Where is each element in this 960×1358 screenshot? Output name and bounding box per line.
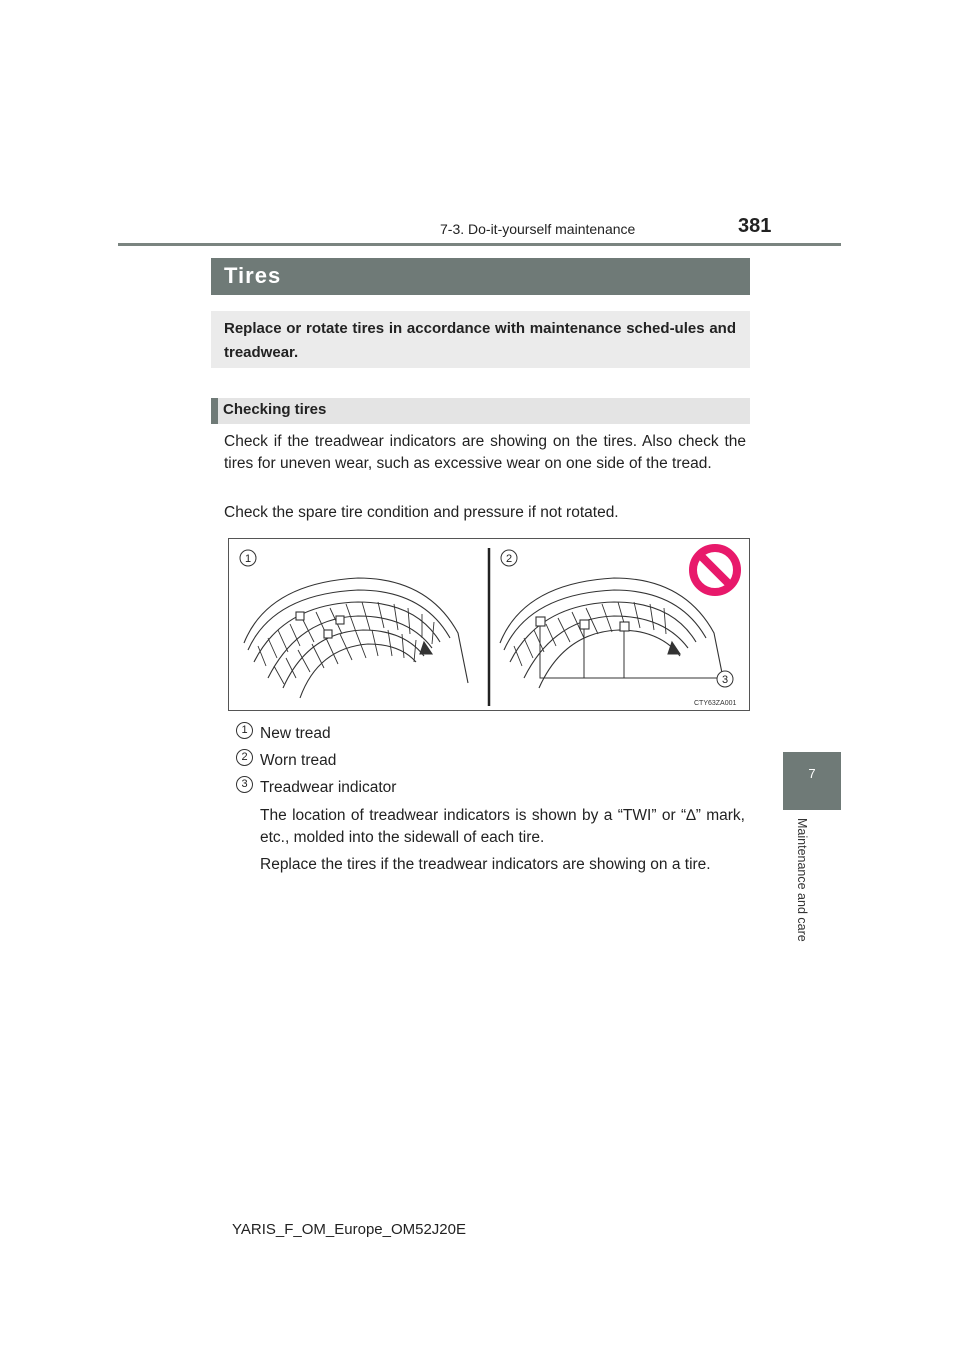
svg-text:2: 2 (505, 553, 513, 565)
footer-code: YARIS_F_OM_Europe_OM52J20E (232, 1221, 467, 1238)
paragraph: Check if the treadwear indicators are showing on the tires. Also check the tires for uneven wear, such as excessive wear on one side of the tread. (224, 433, 746, 472)
note: Replace the tires if the treadwear indicators are showing on a tire. (260, 856, 711, 873)
page-title: Tires (224, 263, 282, 288)
figure-code: CTY63ZA001 (694, 700, 737, 707)
tire-tread-illustration (228, 538, 750, 711)
intro-text: Replace or rotate tires in accordance with maintenance sched-ules and treadwear. (224, 320, 736, 361)
paragraph: Check the spare tire condition and pressure if not rotated. (224, 504, 619, 521)
item-number: 2 (236, 749, 253, 766)
marker-3 (717, 671, 733, 687)
item-label: Treadwear indicator (260, 779, 397, 796)
subheading: Checking tires (223, 401, 327, 418)
item-number: 3 (236, 776, 253, 793)
chapter-tab: 7 (783, 752, 841, 810)
note: The location of treadwear indicators is shown by a “TWI” or “∆” mark, etc., molded into the sidewall of each tire. (260, 807, 745, 846)
item-number: 1 (236, 722, 253, 739)
subheading-accent (211, 398, 218, 424)
svg-text:3: 3 (721, 674, 729, 686)
svg-text:1: 1 (244, 553, 252, 565)
marker-2 (501, 550, 517, 566)
item-label: Worn tread (260, 752, 337, 769)
title-bar (211, 258, 750, 295)
header-divider (118, 243, 841, 246)
marker-1 (240, 550, 256, 566)
item-label: New tread (260, 725, 331, 742)
section-title: 7-3. Do-it-yourself maintenance (440, 221, 636, 237)
page-number: 381 (738, 215, 772, 237)
chapter-title: Maintenance and care (795, 818, 809, 942)
